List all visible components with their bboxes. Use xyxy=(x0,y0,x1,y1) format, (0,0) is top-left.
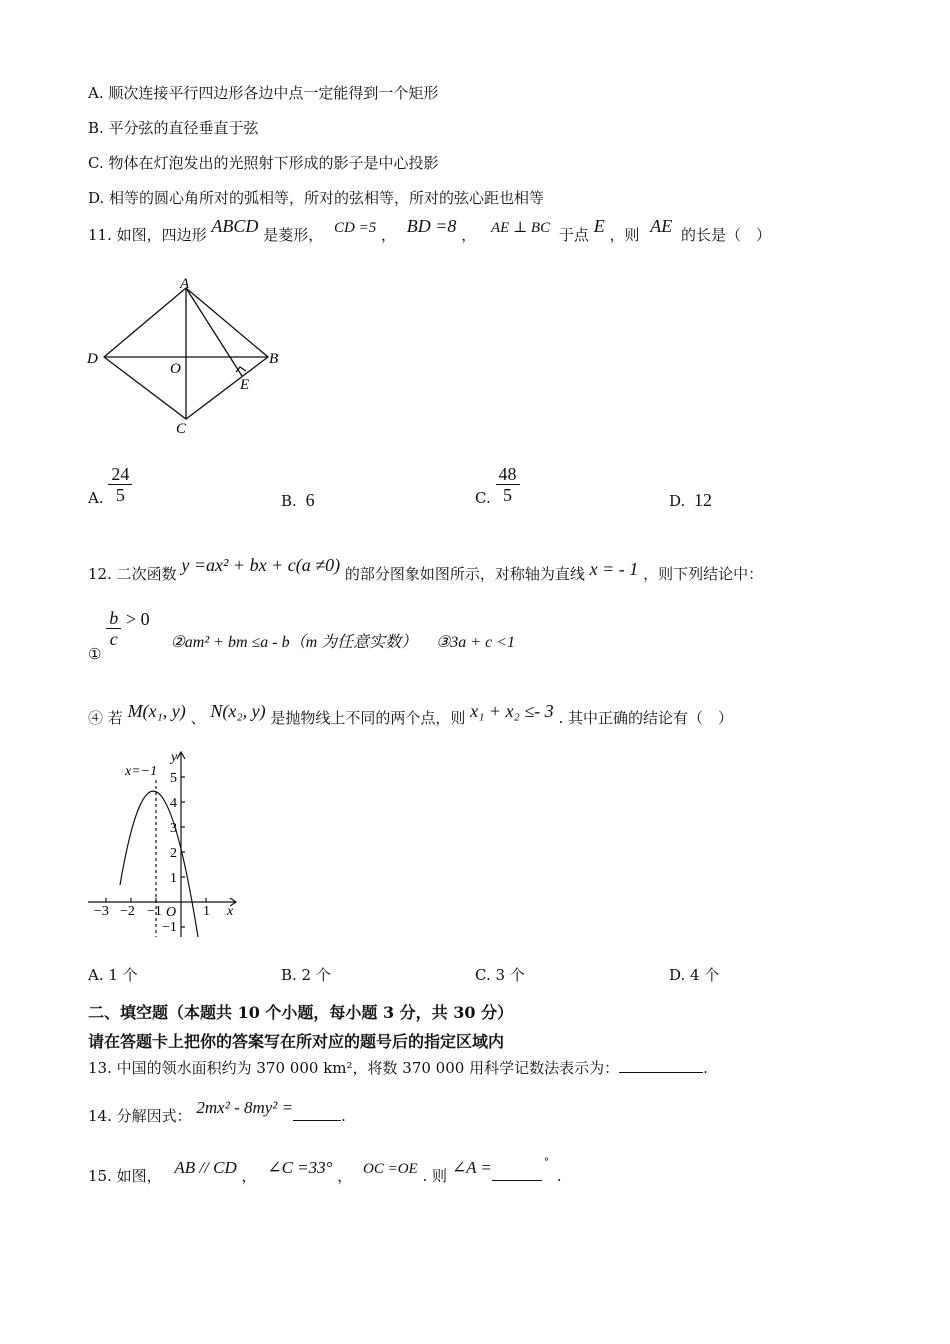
q12-option-b: B. 2 个 xyxy=(281,966,331,984)
label-c: C xyxy=(176,421,187,437)
q11-shape: ABCD xyxy=(211,216,259,236)
q11-stem xyxy=(88,216,772,245)
y-ticks xyxy=(181,777,185,927)
q15-sep1: ， xyxy=(241,1167,257,1185)
section2-instruction: 请在答题卡上把你的答案写在所对应的题号后的指定区域内 xyxy=(88,1032,505,1051)
q11-tail: 的长是（ ） xyxy=(681,226,772,244)
q12-function: y =ax² + bx + c(a ≠0) xyxy=(181,555,341,575)
q14 xyxy=(88,1098,346,1126)
q11-comma2: ， xyxy=(461,226,477,244)
q12-prefix: 12. 二次函数 xyxy=(88,565,177,583)
q11-at-point: 于点 xyxy=(558,226,589,244)
segment-ae xyxy=(186,288,242,376)
q11-prefix: 11. 如图，四边形 xyxy=(88,226,207,244)
q12-option-c: C. 3 个 xyxy=(475,966,525,984)
q11-point-e: E xyxy=(593,216,605,236)
q12-s4-sep: 、 xyxy=(190,709,206,727)
q12-stem xyxy=(88,555,764,584)
q12-option-d: D. 4 个 xyxy=(669,966,720,984)
q12-option-a: A. 1 个 xyxy=(88,966,138,984)
symmetry-label: x=−1 xyxy=(125,764,158,779)
q15-condition-2: ∠C =33° xyxy=(267,1158,333,1177)
q14-answer-blank xyxy=(293,1106,341,1121)
q12-s4-tail: . 其中正确的结论有（ ） xyxy=(558,709,734,727)
q11-option-c-num: 48 xyxy=(496,464,520,485)
y-axis-label: y xyxy=(171,750,178,765)
q11-ae: AE xyxy=(650,216,673,236)
q11-option-a-label: A. xyxy=(88,488,104,507)
q10-option-b: B. 平分弦的直径垂直于弦 xyxy=(88,119,259,137)
q11-option-a-den: 5 xyxy=(115,485,125,505)
q12-s1-rel: > 0 xyxy=(126,608,150,629)
q15-condition-3: OC =OE xyxy=(363,1161,418,1177)
q11-bd: BD =8 xyxy=(406,216,457,236)
q12-tail: ，则下列结论中： xyxy=(643,565,764,583)
q10-option-c: C. 物体在灯泡发出的光照射下形成的影子是中心投影 xyxy=(88,154,439,172)
origin-label: O xyxy=(166,905,177,920)
y-tick-2: 2 xyxy=(170,846,177,861)
q11-then: ，则 xyxy=(609,226,640,244)
q11-comma1: ， xyxy=(380,226,396,244)
q11-option-c-den: 5 xyxy=(503,485,512,505)
label-e: E xyxy=(240,377,250,393)
q11-is-rhombus: 是菱形， xyxy=(263,226,324,244)
q12-s4-n: N(x₂, y) xyxy=(210,701,266,721)
q15 xyxy=(88,1157,562,1186)
q14-tail: . xyxy=(341,1107,346,1125)
q12-s3: ③3a + c <1 xyxy=(435,633,515,651)
q15-prefix: 15. 如图， xyxy=(88,1167,162,1185)
q12-s4-mid: 是抛物线上不同的两个点，则 xyxy=(270,709,466,727)
q13-tail: . xyxy=(703,1059,708,1077)
q12-mid: 的部分图象如图所示，对称轴为直线 xyxy=(344,565,585,583)
x-tick-neg1: −1 xyxy=(147,904,162,919)
q12-statements-1-3 xyxy=(88,608,515,663)
label-o: O xyxy=(170,361,181,377)
q11-option-a-fraction xyxy=(108,464,132,505)
rhombus-figure xyxy=(80,275,295,440)
q12-s1-den: c xyxy=(109,629,118,649)
q15-mid: . 则 xyxy=(422,1167,448,1185)
q11-option-d-value: 12 xyxy=(694,490,713,510)
q11-option-b-value: 6 xyxy=(305,490,315,510)
q14-prefix: 14. 分解因式： xyxy=(88,1107,192,1125)
q13-text: 13. 中国的领水面积约为 370 000 km²，将数 370 000 用科学记数法表示为： xyxy=(88,1059,620,1077)
y-tick-1: 1 xyxy=(170,871,177,886)
q11-option-d-label: D. xyxy=(669,492,686,510)
q12-s1-num: b xyxy=(106,608,121,629)
q15-tail: . xyxy=(556,1167,562,1185)
q12-s4-m: M(x₁, y) xyxy=(127,701,186,721)
q15-answer-blank xyxy=(492,1166,542,1181)
q12-s1-mark: ① xyxy=(88,644,102,663)
x-tick-1: 1 xyxy=(203,904,210,919)
q11-option-d xyxy=(669,490,712,511)
parabola-graph xyxy=(85,745,245,940)
y-tick-3: 3 xyxy=(170,821,177,836)
q15-sep2: ， xyxy=(337,1167,353,1185)
y-tick-neg1: −1 xyxy=(162,920,177,935)
q12-s1-fraction xyxy=(106,608,121,649)
q11-perp: AE ⊥ BC xyxy=(491,220,551,236)
x-tick-neg3: −3 xyxy=(94,904,109,919)
x-axis-label: x xyxy=(227,904,234,919)
q12-s4-ineq: x₁ + x₂ ≤- 3 xyxy=(470,701,554,721)
q11-option-b-label: B. xyxy=(281,492,297,510)
q11-cd: CD =5 xyxy=(333,220,377,236)
q15-condition-1: AB // CD xyxy=(174,1158,237,1177)
y-tick-4: 4 xyxy=(170,796,177,811)
q11-option-b xyxy=(281,490,315,511)
q11-option-a-num: 24 xyxy=(108,464,132,485)
q12-statement-4 xyxy=(88,701,734,728)
q12-s4-prefix: ④ 若 xyxy=(88,709,123,727)
q15-ask: ∠A = xyxy=(451,1158,492,1177)
q15-degree: ° xyxy=(543,1157,549,1168)
q12-s2: ②am² + bm ≤a - b（m 为任意实数） xyxy=(170,633,418,651)
section2-title: 二、填空题（本题共 10 个小题，每小题 3 分，共 30 分） xyxy=(88,1003,514,1022)
q11-option-a xyxy=(88,464,132,505)
label-b: B xyxy=(269,351,279,367)
label-a: A xyxy=(180,276,190,292)
q11-option-c-label: C. xyxy=(475,488,491,507)
label-d: D xyxy=(87,351,98,367)
q10-option-d: D. 相等的圆心角所对的弧相等，所对的弦相等，所对的弦心距也相等 xyxy=(88,189,545,207)
q10-option-a: A. 顺次连接平行四边形各边中点一定能得到一个矩形 xyxy=(88,84,439,102)
q14-expression: 2mx² - 8my² = xyxy=(196,1098,294,1117)
q11-option-c xyxy=(475,464,520,505)
q13 xyxy=(88,1057,708,1078)
q12-axis: x = - 1 xyxy=(589,559,639,579)
q13-answer-blank xyxy=(619,1058,703,1073)
y-tick-5: 5 xyxy=(170,771,177,786)
q11-option-c-fraction xyxy=(496,464,520,505)
x-tick-neg2: −2 xyxy=(120,904,135,919)
